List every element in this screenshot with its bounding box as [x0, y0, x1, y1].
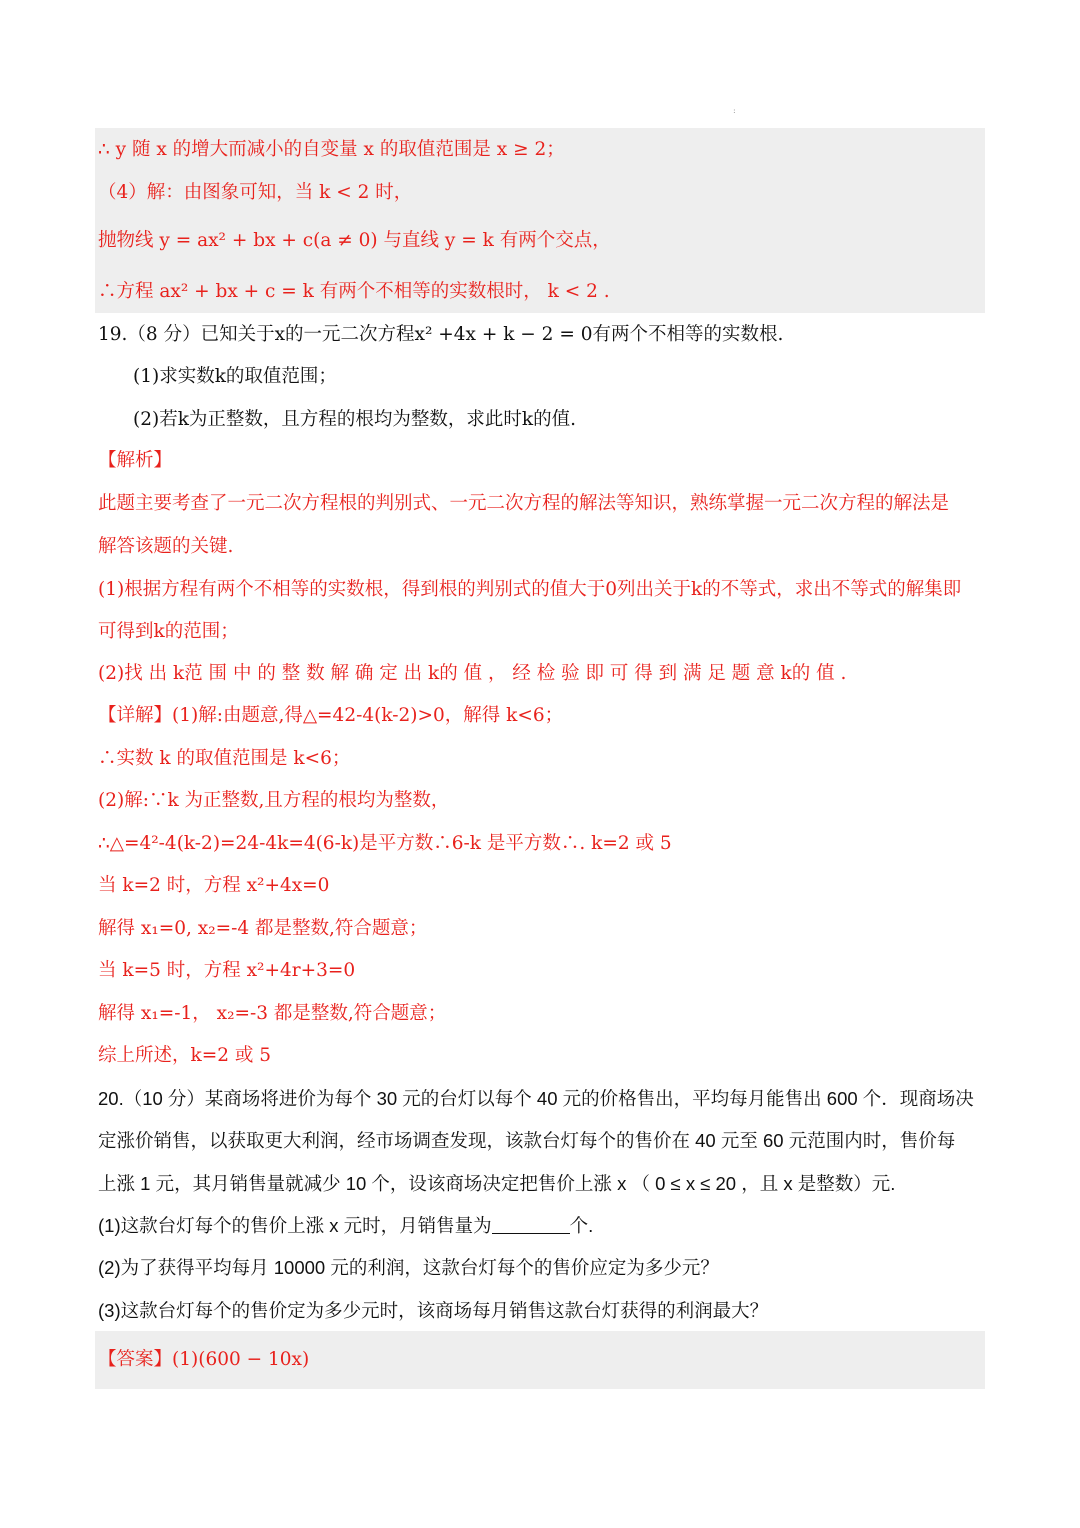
- q19-detail-7: 当 k=5 时，方程 x²+4r+3=0: [98, 960, 356, 981]
- sol18-line-1: ∴ y 随 x 的增大而减小的自变量 x 的取值范围是 x ≥ 2；: [98, 139, 565, 160]
- q19-analysis-label: 【解析】: [98, 450, 173, 471]
- q19-detail-8: 解得 x₁=-1， x₂=-3 都是整数,符合题意；: [98, 1003, 447, 1024]
- q19-analysis-1: 此题主要考查了一元二次方程根的判别式、一元二次方程的解法等知识，熟练掌握一元二次方程的解法是: [98, 493, 950, 514]
- q20-stem-2: 定涨价销售，以获取更大利润，经市场调查发现，该款台灯每个的售价在 40 元至 60 元范围内时，售价每: [98, 1130, 956, 1151]
- header-mark: :: [733, 106, 736, 115]
- q19-detail-9: 综上所述，k=2 或 5: [98, 1045, 272, 1066]
- q20-stem-3: 上涨 1 元，其月销售量就减少 10 个，设该商场决定把售价上涨 x （ 0 ≤ x ≤ 20 ，且 x 是整数）元.: [98, 1173, 896, 1194]
- q19-detail-3: (2)解:∵k 为正整数,且方程的根均为整数，: [98, 790, 450, 811]
- q19-detail-2: ∴实数 k 的取值范围是 k<6；: [98, 748, 351, 769]
- q20-part-2: (2)为了获得平均每月 10000 元的利润，这款台灯每个的售价应定为多少元？: [98, 1257, 719, 1278]
- sol18-line-4: ∴方程 ax² + bx + c = k 有两个不相等的实数根时， k < 2 .: [98, 281, 610, 302]
- q20-part-1-end: 个.: [569, 1215, 594, 1236]
- q19-part-1: (1)求实数k的取值范围；: [133, 366, 337, 387]
- q19-detail-6: 解得 x₁=0, x₂=-4 都是整数,符合题意；: [98, 918, 428, 939]
- answer-label: 【答案】: [98, 1349, 173, 1370]
- q19-detail-4: ∴△=4²-4(k-2)=24-4k=4(6-k)是平方数∴6-k 是平方数∴. k=2 或 5: [98, 833, 672, 854]
- q19-analysis-5: (2)找 出 k范 围 中 的 整 数 解 确 定 出 k的 值 ， 经 检 验 即 可 得 到 满 足 题 意 k的 值 .: [98, 663, 847, 684]
- answer-value: (1)(600 − 10x): [172, 1349, 310, 1370]
- q19-analysis-2: 解答该题的关键.: [98, 536, 234, 557]
- q20-part-1-text: (1)这款台灯每个的售价上涨 x 元时，月销售量为: [98, 1215, 492, 1236]
- q20-part-3: (3)这款台灯每个的售价定为多少元时，该商场每月销售这款台灯获得的利润最大？: [98, 1300, 769, 1321]
- answer-blank: [492, 1215, 570, 1234]
- q19-stem: 19.（8 分）已知关于x的一元二次方程x² +4x + k − 2 = 0有两个不相等的实数根.: [98, 324, 784, 345]
- q20-stem-1: 20.（10 分）某商场将进价为每个 30 元的台灯以每个 40 元的价格售出，平均每月能售出 600 个．现商场决: [98, 1088, 974, 1109]
- q19-detail-5: 当 k=2 时，方程 x²+4x=0: [98, 875, 330, 896]
- q19-analysis-4: 可得到k的范围；: [98, 621, 239, 642]
- q19-analysis-3: (1)根据方程有两个不相等的实数根，得到根的判别式的值大于0列出关于k的不等式，求出不等式的解集即: [98, 579, 962, 600]
- q19-part-2: (2)若k为正整数，且方程的根均为整数，求此时k的值.: [133, 409, 577, 430]
- sol18-line-3: 抛物线 y = ax² + bx + c(a ≠ 0) 与直线 y = k 有两个交点，: [98, 230, 611, 251]
- sol18-line-2: （4）解：由图象可知，当 k < 2 时，: [98, 182, 413, 203]
- q20-answer: [98, 1347, 309, 1373]
- q19-detail-1: 【详解】(1)解:由题意,得△=42-4(k-2)>0，解得 k<6；: [98, 705, 564, 726]
- q20-part-1: [98, 1213, 593, 1239]
